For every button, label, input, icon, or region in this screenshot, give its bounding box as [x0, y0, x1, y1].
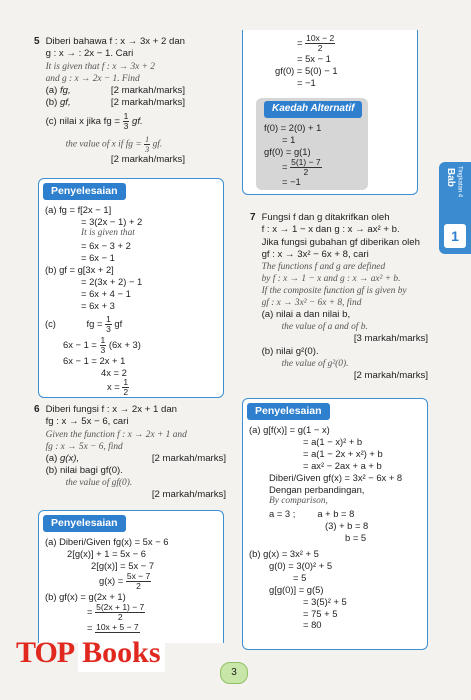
- solution-line: b = 5: [345, 531, 367, 543]
- q7-text: Fungsi f dan g ditakrifkan oleh: [261, 212, 390, 223]
- chapter-tab: [439, 162, 471, 254]
- english-text: the value of a and of b.: [281, 322, 368, 333]
- solution-line: Diberi/Given gf(x) = 3x² − 6x + 8: [269, 472, 403, 484]
- q7-text: f : x → 1 − x dan g : x → ax² + b.: [261, 224, 400, 236]
- solution-line: = −1: [282, 176, 301, 188]
- solution-line: By comparison,: [269, 496, 328, 507]
- solution-line: (b) g(x) = 3x² + 5: [249, 547, 319, 559]
- chapter-number: 1: [444, 224, 466, 248]
- marks: [2 markah/marks]: [151, 452, 226, 464]
- solution-line: fg =: [86, 317, 103, 329]
- solution-line: (a) fg = f[2x − 1]: [45, 204, 112, 216]
- question-6: 6 Diberi fungsi f : x → 2x + 1 dan fg : x → 5x − 6, cari Given the function f : x → 2x + 1 and fg : x → 5x − 6, find (a) g(x), [2 markah/marks] (b) nilai bagi gf(0). the value of gf(0). [2 markah/marks]: [34, 404, 226, 501]
- marks: [2 markah/marks]: [151, 489, 226, 501]
- part-label: (a): [45, 84, 58, 96]
- page-number: 3: [220, 662, 248, 684]
- solution-line: = 5: [293, 571, 307, 583]
- part-label: (c): [45, 116, 57, 128]
- q7-english: If the composite function gf is given by: [261, 286, 407, 297]
- solution-label: Penyelesaian: [43, 183, 126, 200]
- marks: [2 markah/marks]: [110, 153, 186, 165]
- solution-label: Penyelesaian: [247, 403, 330, 420]
- solution-line: (a) Diberi/Given fg(x) = 5x − 6: [45, 536, 169, 548]
- fraction: $\frac{1}{3}$: [100, 334, 106, 355]
- q7-english: gf : x → 3x² − 6x + 8, find: [261, 298, 362, 309]
- solution-line: gf(0) = 5(0) − 1: [275, 64, 338, 76]
- fraction: $\frac{1}{3}$: [123, 111, 129, 132]
- q5-english-1: It is given that f : x → 3x + 2: [45, 61, 155, 72]
- english-text: the value of g²(0).: [281, 359, 349, 370]
- solution-line: = 80: [303, 619, 322, 631]
- solution-line: = ax² − 2ax + a + b: [303, 460, 382, 472]
- part-text: nilai a dan nilai b,: [275, 309, 351, 321]
- solution-line: = 75 + 5: [303, 607, 338, 619]
- solution-box-6: Penyelesaian (a) Diberi/Given fg(x) = 5x − 6 2[g(x)] + 1 = 5x − 6 2[g(x)] = 5x − 7 g(x) = $\frac{5x - 7}{2}$ (b) gf(x) = g(2x + 1) = $\frac{5(2x + 1) - 7}{2}$ = 10x + 5 − 7: [38, 510, 224, 643]
- question-number: 5: [34, 36, 40, 47]
- q5-text-1: Diberi bahawa f : x → 3x + 2 dan: [45, 36, 186, 47]
- question-5: 5 Diberi bahawa f : x → 3x + 2 dan g : x → : 2x − 1. Cari It is given that f : x → 3x + 2 and g : x → 2x − 1. Find (a) fg, [2 markah/marks] (b) gf, [2 markah/marks] (c) nilai x jika fg = $\frac{1}{3}$ gf. the value of x if fg = $\frac{1}{3}$ gf. [2 markah/marks]: [34, 36, 186, 165]
- q6-text-2: fg : x → 5x − 6, cari: [45, 416, 129, 428]
- q6-english-2: fg : x → 5x − 6, find: [45, 441, 123, 452]
- fraction: $\frac{5(2x + 1) - 7}{2}$: [96, 602, 145, 622]
- q6-english-1: Given the function f : x → 2x + 1 and: [45, 429, 187, 440]
- solution-line: 4x = 2: [101, 366, 127, 378]
- solution-line: = 2(3x + 2) − 1: [81, 276, 143, 288]
- solution-line: = 5x − 1: [297, 52, 331, 64]
- solution-line: 6x − 1 =: [63, 338, 97, 350]
- chapter-tab-label: Bab: [444, 168, 456, 187]
- solution-line: 6x − 1 = 2x + 1: [63, 354, 126, 366]
- q7-text: Jika fungsi gubahan gf diberikan oleh: [261, 236, 420, 248]
- marks: [2 markah/marks]: [353, 370, 428, 382]
- solution-line: (3) + b = 8: [325, 519, 369, 531]
- solution-line: = 6x − 3 + 2: [81, 240, 131, 252]
- solution-box-7: Penyelesaian (a) g[f(x)] = g(1 − x) = a(1 − x)² + b = a(1 − 2x + x²) + b = ax² − 2ax + a + b Diberi/Given gf(x) = 3x² − 6x + 8 Dengan perbandingan, By comparison, a = 3 ; a + b = 8 (3) + b = 8 b = 5 (b) g(x) = 3x² + 5 g(0) = 3(0)² + 5 = 5 g[g(0)] = g(5) = 3(5)² + 5 = 75 + 5 = 80: [242, 398, 428, 650]
- fraction: $\frac{5(1) - 7}{2}$: [291, 156, 321, 177]
- part-text: nilai bagi gf(0).: [59, 464, 123, 476]
- question-number: 6: [34, 404, 40, 415]
- part-text: fg,: [59, 84, 71, 96]
- marks: [2 markah/marks]: [110, 96, 186, 108]
- q5-english-2: and g : x → 2x − 1. Find: [45, 73, 140, 84]
- fraction: $\frac{1}{3}$: [145, 133, 150, 154]
- fraction: $\frac{1}{2}$: [123, 377, 129, 398]
- part-text: nilai g²(0).: [275, 345, 319, 357]
- solution-line: x =: [107, 381, 120, 393]
- alternative-method-box: Kaedah Alternatif f(0) = 2(0) + 1 = 1 gf(0) = g(1) = $\frac{5(1) - 7}{2}$ = −1: [256, 98, 368, 190]
- fraction: $\frac{5x - 7}{2}$: [126, 571, 151, 592]
- q6-text-1: Diberi fungsi f : x → 2x + 1 dan: [45, 404, 178, 415]
- q7-english: The functions f and g are defined: [261, 262, 386, 273]
- solution-continued: = $\frac{10x - 2}{2}$ = 5x − 1 gf(0) = 5(0) − 1 = −1: [242, 30, 418, 195]
- solution-line: = a(1 − 2x + x²) + b: [303, 448, 383, 460]
- form-label: Tingkatan 4: [456, 166, 463, 198]
- english-text: the value of gf(0).: [65, 478, 133, 489]
- part-text: g(x),: [59, 452, 80, 464]
- q7-english: by f : x → 1 − x and g : x → ax² + b.: [261, 274, 401, 285]
- fraction: 10x + 5 − 7: [96, 622, 139, 633]
- english-text: the value of x if fg =: [65, 139, 142, 150]
- marks: [2 markah/marks]: [110, 84, 186, 96]
- solution-label: Penyelesaian: [43, 515, 126, 532]
- part-label: (b): [45, 96, 58, 108]
- solution-line: g(0) = 3(0)² + 5: [269, 559, 333, 571]
- question-number: 7: [250, 212, 256, 223]
- solution-line: = 6x − 1: [81, 252, 115, 264]
- solution-line: (a) g[f(x)] = g(1 − x): [249, 424, 330, 436]
- solution-line: g[g(0)] = g(5): [269, 583, 324, 595]
- solution-line: gf(0) = g(1): [264, 145, 311, 157]
- part-text: nilai x jika fg =: [59, 116, 120, 128]
- solution-line: 2[g(x)] = 5x − 7: [91, 560, 155, 572]
- topbooks-logo: TOP Books: [16, 634, 165, 672]
- solution-line: = 3(2x − 1) + 2: [81, 216, 143, 228]
- solution-line: = a(1 − x)² + b: [303, 436, 363, 448]
- solution-line: = 6x + 4 − 1: [81, 288, 131, 299]
- solution-line: f(0) = 2(0) + 1: [264, 121, 322, 133]
- fraction: $\frac{10x - 2}{2}$: [306, 33, 335, 53]
- fraction: $\frac{1}{3}$: [106, 313, 111, 334]
- solution-line: = −1: [297, 76, 316, 88]
- solution-line: It is given that: [81, 228, 135, 239]
- part-text: gf,: [59, 96, 71, 108]
- marks: [3 markah/marks]: [353, 333, 428, 345]
- q7-text: gf : x → 3x² − 6x + 8, cari: [261, 248, 369, 260]
- solution-line: Dengan perbandingan,: [269, 484, 365, 496]
- solution-line: (b) gf(x) = g(2x + 1): [45, 591, 126, 603]
- alternative-method-label: Kaedah Alternatif: [264, 101, 362, 118]
- solution-box-5: Penyelesaian (a) fg = f[2x − 1] = 3(2x − 1) + 2 It is given that = 6x − 3 + 2 = 6x − 1 (b) gf = g[3x + 2] = 2(3x + 2) − 1 = 6x + 4 − 1 = 6x + 3 (c) fg = $\frac{1}{3}$ gf 6x − 1 = $\frac{1}{3}$ (6x + 3) 6x − 1 = 2x + 1 4x = 2 x = $\frac{1}{2}$: [38, 178, 224, 398]
- solution-line: 2[g(x)] + 1 = 5x − 6: [67, 548, 146, 560]
- question-7: 7 Fungsi f dan g ditakrifkan oleh f : x → 1 − x dan g : x → ax² + b. Jika fungsi gubahan gf diberikan oleh gf : x → 3x² − 6x + 8, cari The functions f and g are defined by f : x → 1 − x and g : x → ax² + b. If the composite function gf is given by gf : x → 3x² − 6x + 8, find (a) nilai a dan nilai b, the value of a and of b. [3 markah/marks] (b) nilai g²(0). the value of g²(0). [2 markah/marks]: [250, 212, 428, 382]
- solution-line: (b) gf = g[3x + 2]: [45, 264, 114, 276]
- part-text: gf.: [132, 116, 143, 128]
- solution-line: = 6x + 3: [81, 299, 115, 311]
- q5-text-2: g : x → : 2x − 1. Cari: [45, 48, 134, 60]
- solution-line: = 1: [282, 133, 296, 145]
- solution-line: = 3(5)² + 5: [303, 595, 347, 607]
